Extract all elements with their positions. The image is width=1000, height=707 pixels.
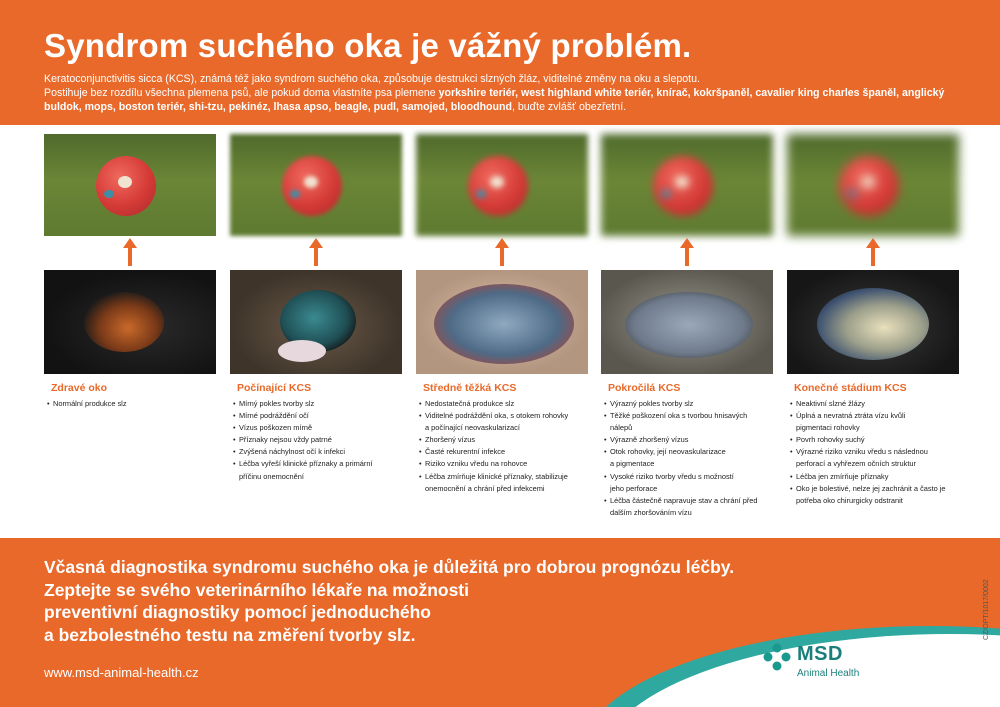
- ball-image: [468, 156, 528, 216]
- list-item: • Riziko vzniku vředu na rohovce: [419, 458, 588, 470]
- ball-image: [96, 156, 156, 216]
- list-item: • Léčba jen zmírňuje příznaky: [790, 471, 959, 483]
- cta-line: Zeptejte se svého veterinárního lékaře na možnosti: [44, 579, 469, 600]
- intro-line1: Keratoconjunctivitis sicca (KCS), známá též jako syndrom suchého oka, způsobuje destrukci slzných žláz, viditelné změny na oku a slepotu.: [44, 73, 700, 85]
- list-item: • Neaktivní slzné žlázy: [790, 398, 959, 410]
- page-title: Syndrom suchého oka je vážný problém.: [44, 27, 692, 64]
- arrow-up-icon: [787, 236, 959, 270]
- list-item: • Úplná a nevratná ztráta vízu kvůli pigmentaci rohovky: [790, 410, 959, 434]
- header-band: [0, 0, 1000, 125]
- eye-photo-early: [230, 270, 402, 374]
- intro-line2-start: Postihuje bez rozdílu všechna plemena psů, ale pokud doma vlastníte psa plemene: [44, 87, 439, 99]
- intro-end: , buďte zvlášť obezřetní.: [511, 101, 627, 113]
- eye-photo-final: [787, 270, 959, 374]
- list-item: • Mírný pokles tvorby slz: [233, 398, 402, 410]
- eye-photo-moderate: [416, 270, 588, 374]
- list-item: • Zvýšená náchylnost očí k infekci: [233, 446, 402, 458]
- logo-subtitle: Animal Health: [797, 668, 860, 679]
- stage-symptom-list: [44, 398, 216, 410]
- stage-column-early: [230, 134, 402, 483]
- footer-band: [0, 538, 1000, 707]
- stage-column-healthy: [44, 134, 216, 410]
- logo-name: MSD: [797, 643, 843, 665]
- stage-column-final: [787, 134, 959, 507]
- list-item: • Příznaky nejsou vždy patrné: [233, 434, 402, 446]
- eye-photo-healthy: [44, 270, 216, 374]
- stage-symptom-list: [787, 398, 959, 507]
- intro-text: [44, 72, 974, 114]
- list-item: • Mírné podráždění očí: [233, 410, 402, 422]
- stage-title: Středně těžká KCS: [423, 382, 517, 394]
- vision-photo-early: [230, 134, 402, 236]
- eye-photo-advanced: [601, 270, 773, 374]
- list-item: • Léčba částečně napravuje stav a chrání před dalším zhoršováním vízu: [604, 495, 773, 519]
- stage-title: Konečné stádium KCS: [794, 382, 907, 394]
- list-item: • Léčba zmírňuje klinické příznaky, stabilizuje onemocnění a chrání před infekcemi: [419, 471, 588, 495]
- ball-image: [653, 156, 713, 216]
- list-item: • Vízus poškozen mírně: [233, 422, 402, 434]
- list-item: • Povrh rohovky suchý: [790, 434, 959, 446]
- cta-line: preventivní diagnostiky pomocí jednoduchého: [44, 602, 431, 622]
- msd-logo: [763, 643, 913, 683]
- intro-breeds-b: anglický buldok, mops, boston teriér, shi-tzu, pekinéz, lhasa apso, beagle, pudl, samojed, bloodhound: [44, 87, 945, 113]
- list-item: • Otok rohovky, její neovaskularizace a pigmentace: [604, 446, 773, 470]
- stage-symptom-list: [416, 398, 588, 495]
- msd-logo-icon: [763, 643, 791, 671]
- arrow-up-icon: [601, 236, 773, 270]
- list-item: • Nedostatečná produkce slz: [419, 398, 588, 410]
- call-to-action: [44, 556, 804, 646]
- ball-image: [839, 156, 899, 216]
- list-item: • Oko je bolestivé, nelze jej zachránit a často je potřeba oko chirurgicky odstranit: [790, 483, 959, 507]
- list-item: • Těžké poškození oka s tvorbou hnisavých nálepů: [604, 410, 773, 434]
- stage-title: Počínající KCS: [237, 382, 312, 394]
- list-item: • Zhoršený vízus: [419, 434, 588, 446]
- arrow-up-icon: [230, 236, 402, 270]
- stage-title: Pokročilá KCS: [608, 382, 681, 394]
- cta-line: a bezbolestného testu na změření tvorby slz.: [44, 624, 416, 645]
- list-item: • Výrazné riziko vzniku vředu s následnou perforací a vyhřezem očních struktur: [790, 446, 959, 470]
- vision-photo-moderate: [416, 134, 588, 236]
- stage-symptom-list: [230, 398, 402, 483]
- list-item: • Normální produkce slz: [47, 398, 216, 410]
- list-item: • Výrazný pokles tvorby slz: [604, 398, 773, 410]
- ball-image: [282, 156, 342, 216]
- arrow-up-icon: [416, 236, 588, 270]
- list-item: • Viditelné podráždění oka, s otokem rohovky a počínající neovaskularizací: [419, 410, 588, 434]
- vision-photo-final: [787, 134, 959, 236]
- stage-column-moderate: [416, 134, 588, 495]
- list-item: • Časté rekurentní infekce: [419, 446, 588, 458]
- vision-photo-healthy: [44, 134, 216, 236]
- stage-column-advanced: [601, 134, 773, 519]
- list-item: • Výrazně zhoršený vízus: [604, 434, 773, 446]
- stage-title: Zdravé oko: [51, 382, 108, 394]
- document-code: CZ/OPT/1017/0002: [983, 579, 990, 640]
- list-item: • Vysoké riziko tvorby vředu s možností jeho perforace: [604, 471, 773, 495]
- website-link[interactable]: www.msd-animal-health.cz: [44, 665, 199, 680]
- stage-symptom-list: [601, 398, 773, 519]
- intro-breeds-a: yorkshire teriér, west highland white teriér, knírač, kokršpaněl, cavalier king charles španěl,: [438, 87, 900, 99]
- list-item: • Léčba vyřeší klinické příznaky a primární příčinu onemocnění: [233, 458, 402, 482]
- vision-photo-advanced: [601, 134, 773, 236]
- arrow-up-icon: [44, 236, 216, 270]
- cta-line: Včasná diagnostika syndromu suchého oka je důležitá pro dobrou prognózu léčby.: [44, 557, 735, 577]
